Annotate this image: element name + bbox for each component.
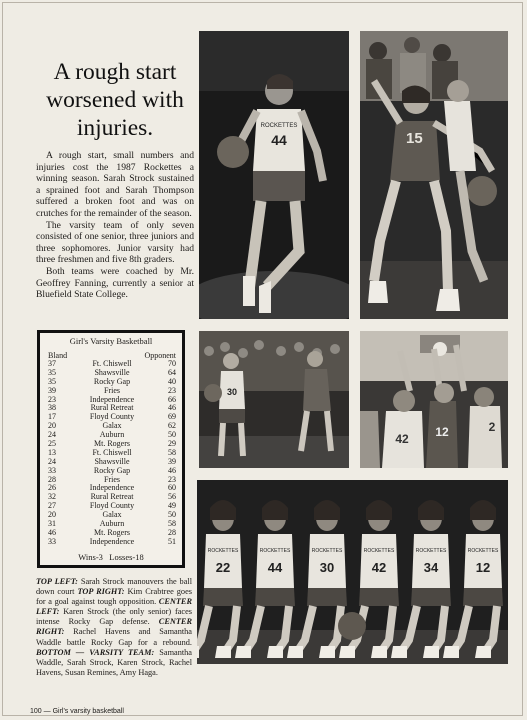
bland-score: 26 — [48, 483, 56, 493]
opponent-score: 64 — [168, 367, 176, 377]
jersey-text: ROCKETTES — [363, 548, 395, 554]
col-opponent: Opponent — [144, 351, 176, 360]
jersey-text: ROCKETTES — [207, 548, 239, 554]
opponent-score: 46 — [168, 465, 176, 475]
jersey-number: 34 — [423, 560, 439, 575]
bland-score: 28 — [48, 474, 56, 484]
opponent-name: Shawsville — [94, 367, 130, 377]
caption-label: CENTER LEFT: — [36, 597, 192, 617]
jersey-number: 12 — [435, 425, 449, 439]
bland-score: 38 — [48, 403, 56, 413]
bland-score: 37 — [48, 359, 56, 368]
opponent-score: 29 — [168, 439, 176, 449]
opponent-score: 50 — [168, 510, 176, 520]
jersey-number: 2 — [488, 420, 496, 434]
body-paragraph: The varsity team of only seven consisted of one senior, three juniors and three sophomores. Junior varsity had three freshmen and five 8th graders. — [36, 219, 194, 266]
basketball — [338, 612, 366, 640]
jersey-text: ROCKETTES — [467, 548, 499, 554]
opponent-name: Galax — [102, 510, 122, 520]
bland-score: 35 — [48, 367, 56, 377]
opponent-name: Galax — [102, 421, 122, 431]
jersey-number: 42 — [371, 560, 387, 575]
jersey-text: ROCKETTES — [415, 548, 447, 554]
bland-score: 23 — [48, 394, 56, 404]
opponent-name: Independence — [89, 536, 135, 546]
photo-team — [197, 480, 508, 664]
caption-label: BOTTOM — VARSITY TEAM: — [36, 647, 155, 657]
opponent-name: Rocky Gap — [93, 465, 131, 475]
col-bland: Bland — [48, 351, 68, 360]
caption-label: CENTER RIGHT: — [36, 617, 192, 637]
opponent-name: Mt. Rogers — [94, 439, 130, 449]
bland-score: 24 — [48, 430, 56, 440]
caption-label: TOP LEFT: — [36, 577, 78, 586]
bland-score: 13 — [48, 447, 56, 457]
jersey-text: ROCKETTES — [311, 548, 343, 554]
bland-score: 33 — [48, 465, 56, 475]
photo-captions — [36, 577, 192, 678]
scores-title: Girl's Varsity Basketball — [69, 336, 153, 346]
bland-score: 39 — [48, 385, 56, 395]
opponent-name: Ft. Chiswell — [92, 359, 132, 368]
bland-score: 46 — [48, 527, 56, 537]
opponent-score: 58 — [168, 447, 176, 457]
photo-top-left — [199, 31, 349, 319]
bland-score: 32 — [48, 492, 56, 502]
jersey-number: 30 — [319, 560, 335, 575]
bland-score: 27 — [48, 501, 56, 511]
opponent-score: 60 — [168, 483, 176, 493]
article-body — [36, 150, 194, 301]
bland-score: 17 — [48, 412, 56, 422]
jersey-number: 42 — [395, 432, 409, 446]
photo-top-right — [360, 31, 508, 319]
headline: A rough start worsened with injuries. — [46, 59, 184, 141]
opponent-score: 40 — [168, 376, 176, 386]
opponent-score: 58 — [168, 519, 176, 529]
opponent-score: 56 — [168, 492, 176, 502]
opponent-name: Fries — [104, 474, 120, 484]
jersey-number: 15 — [406, 130, 423, 147]
caption-text: Samantha Waddle, Sarah Strock, Karen Strock, Rachel Havens, Susan Remines, Amy Haga. — [36, 647, 192, 677]
jersey-number: 22 — [215, 560, 231, 575]
opponent-name: Rural Retreat — [90, 403, 134, 413]
opponent-score: 50 — [168, 430, 176, 440]
opponent-name: Ft. Chiswell — [92, 447, 132, 457]
score-rows — [48, 360, 176, 547]
jersey-number: 30 — [226, 387, 238, 397]
opponent-score: 28 — [168, 527, 176, 537]
bland-score: 25 — [48, 439, 56, 449]
opponent-score: 39 — [168, 456, 176, 466]
opponent-score: 23 — [168, 385, 176, 395]
bland-score: 33 — [48, 536, 56, 546]
bland-score: 31 — [48, 519, 56, 529]
bland-score: 35 — [48, 376, 56, 386]
bland-score: 24 — [48, 456, 56, 466]
opponent-name: Independence — [89, 483, 135, 493]
jersey-text: ROCKETTES — [259, 548, 291, 554]
bland-score: 20 — [48, 510, 56, 520]
score-row — [48, 538, 176, 547]
bland-score: 20 — [48, 421, 56, 431]
scores-box — [37, 330, 185, 568]
opponent-name: Floyd County — [89, 501, 135, 511]
jersey-text: ROCKETTES — [260, 123, 298, 129]
opponent-name: Auburn — [99, 519, 125, 529]
opponent-score: 62 — [168, 421, 176, 431]
opponent-name: Auburn — [99, 430, 125, 440]
opponent-name: Independence — [89, 394, 135, 404]
jersey-number: 44 — [267, 560, 283, 575]
photo-center-right — [360, 331, 508, 468]
photo-center-left — [199, 331, 349, 468]
caption-text: Karen Strock (the only senior) faces intense Rocky Gap defense. — [36, 607, 192, 627]
opponent-score: 46 — [168, 403, 176, 413]
body-paragraph: A rough start, small numbers and injuries cost the 1987 Rockettes a winning season. Sarah Strock sustained a sprained foot and Sarah Thompson suffered a broken foot and was on crutches for the remainder of the season. — [36, 150, 194, 219]
caption-text: Kim Crabtree goes for a goal against tough opposition. — [36, 587, 192, 607]
opponent-score: 66 — [168, 394, 176, 404]
jersey-number: 44 — [271, 132, 287, 148]
opponent-name: Rocky Gap — [93, 376, 131, 386]
opponent-score: 49 — [168, 501, 176, 511]
opponent-score: 23 — [168, 474, 176, 484]
caption-text: Rachel Havens and Samantha Waddle battle Rocky Gap for a rebound. — [36, 627, 192, 647]
body-paragraph: Both teams were coached by Mr. Geoffrey Fanning, currently a senior at Bluefield State College. — [36, 265, 194, 301]
opponent-score: 51 — [168, 536, 176, 546]
jersey-number: 12 — [475, 560, 491, 575]
caption-label: TOP RIGHT: — [77, 587, 125, 597]
season-record: Wins-3 Losses-18 — [78, 552, 144, 562]
opponent-name: Rural Retreat — [90, 492, 134, 502]
opponent-score: 70 — [168, 359, 176, 368]
page-folio: 100 — Girl's varsity basketball — [30, 708, 124, 715]
opponent-name: Mt. Rogers — [94, 527, 130, 537]
opponent-name: Shawsville — [94, 456, 130, 466]
opponent-name: Floyd County — [89, 412, 135, 422]
opponent-name: Fries — [104, 385, 120, 395]
opponent-score: 69 — [168, 412, 176, 422]
caption-text: Sarah Strock manouvers the ball down court — [36, 577, 192, 597]
